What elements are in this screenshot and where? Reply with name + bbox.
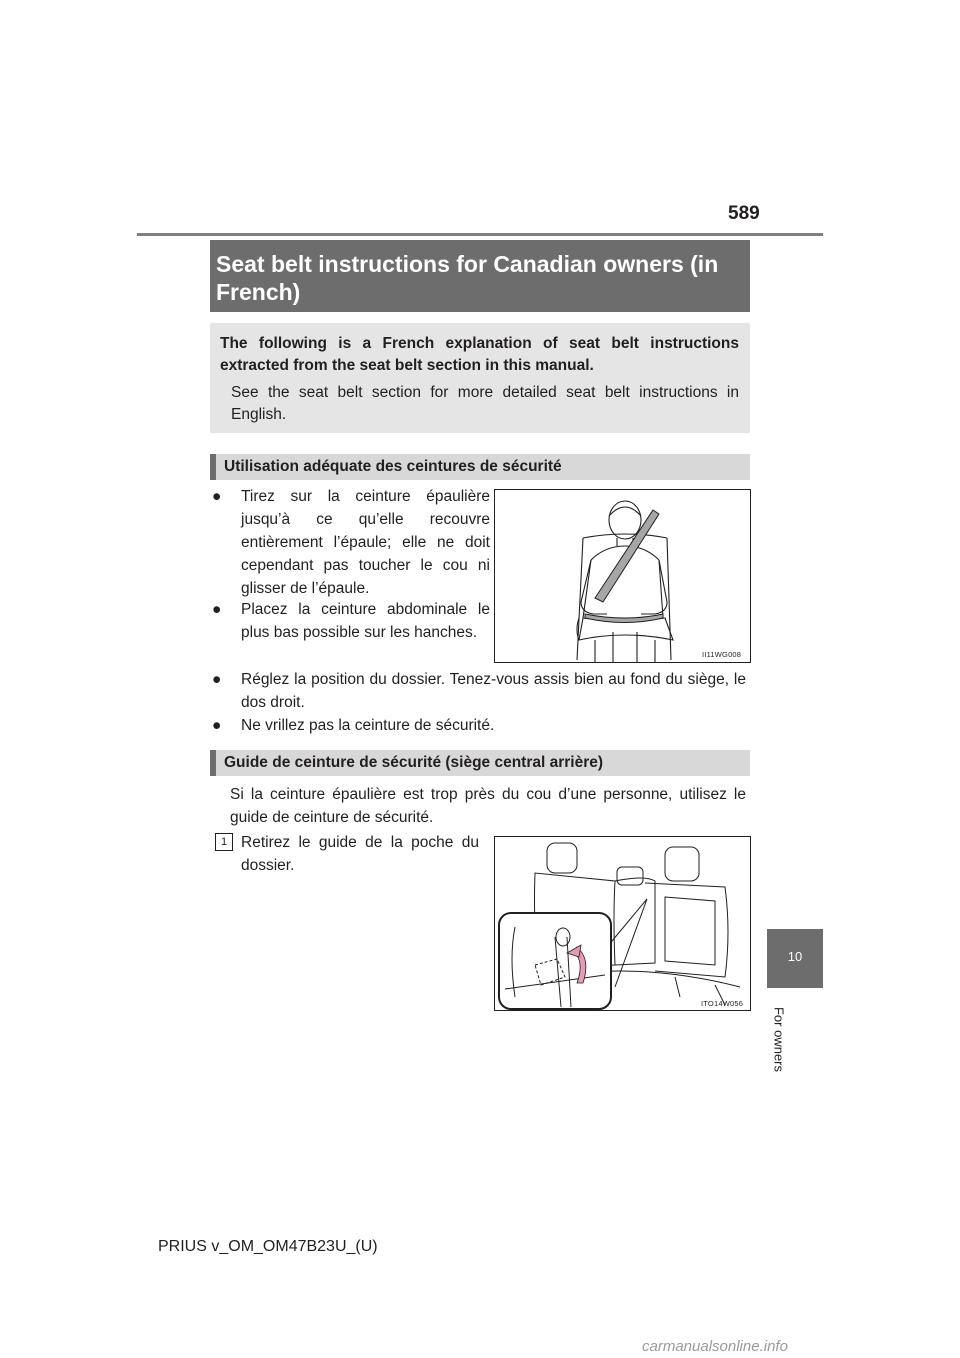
chapter-label: For owners [771, 1006, 787, 1073]
step-text: Retirez le guide de la poche du dossier. [241, 834, 479, 874]
bullet-text: Placez la ceinture abdominale le plus bas possible sur les hanches. [241, 601, 490, 641]
footer-code: PRIUS v_OM_OM47B23U_(U) [158, 1238, 378, 1255]
rear-seat-illustration [494, 836, 751, 1011]
figure-code: ITO14W056 [701, 999, 744, 1008]
bullet-dot-icon: ● [212, 717, 222, 734]
intro-bold-text: The following is a French explanation of seat belt instructions extracted from the seat belt section in this manual. [220, 335, 739, 374]
page-title: Seat belt instructions for Canadian owners (in French) [216, 251, 719, 305]
bullet-text: Tirez sur la ceinture épaulière jusqu’à ce qu’elle recouvre entièrement l’épaule; elle ne doit cependant pas toucher le cou ni glisser de l’épaule. [241, 488, 490, 597]
belt-guide-icon [495, 837, 750, 1010]
seated-person-illustration [494, 489, 751, 663]
watermark: carmanualsonline.info [642, 1338, 788, 1355]
section-heading-text: Guide de ceinture de sécurité (siège central arrière) [224, 754, 604, 771]
step-number-badge: 1 [215, 833, 233, 851]
section-heading-utilisation [210, 454, 750, 480]
section-heading-bar [210, 454, 216, 480]
intro-note-text: See the seat belt section for more detailed seat belt instructions in English. [231, 384, 739, 423]
chapter-number: 10 [787, 949, 803, 964]
section-heading-bar [210, 750, 216, 776]
bullet-text: Réglez la position du dossier. Tenez-vous assis bien au fond du siège, le dos droit. [241, 671, 746, 711]
section-heading-guide [210, 750, 750, 776]
title-banner [210, 240, 750, 312]
intro-box [210, 323, 750, 433]
page-number: 589 [728, 203, 760, 224]
section2-paragraph: Si la ceinture épaulière est trop près du cou d’une personne, utilisez le guide de ceinture de sécurité. [230, 786, 746, 826]
bullet-text: Ne vrillez pas la ceinture de sécurité. [241, 717, 495, 734]
section-heading-text: Utilisation adéquate des ceintures de sécurité [224, 458, 562, 475]
seatbelt-person-icon [495, 490, 750, 662]
bullet-dot-icon: ● [212, 671, 222, 688]
bullet-dot-icon: ● [212, 601, 222, 618]
figure-code: II11WG008 [702, 650, 742, 659]
chapter-tab [767, 929, 823, 988]
bullet-dot-icon: ● [212, 488, 222, 505]
header-rule [137, 233, 823, 236]
